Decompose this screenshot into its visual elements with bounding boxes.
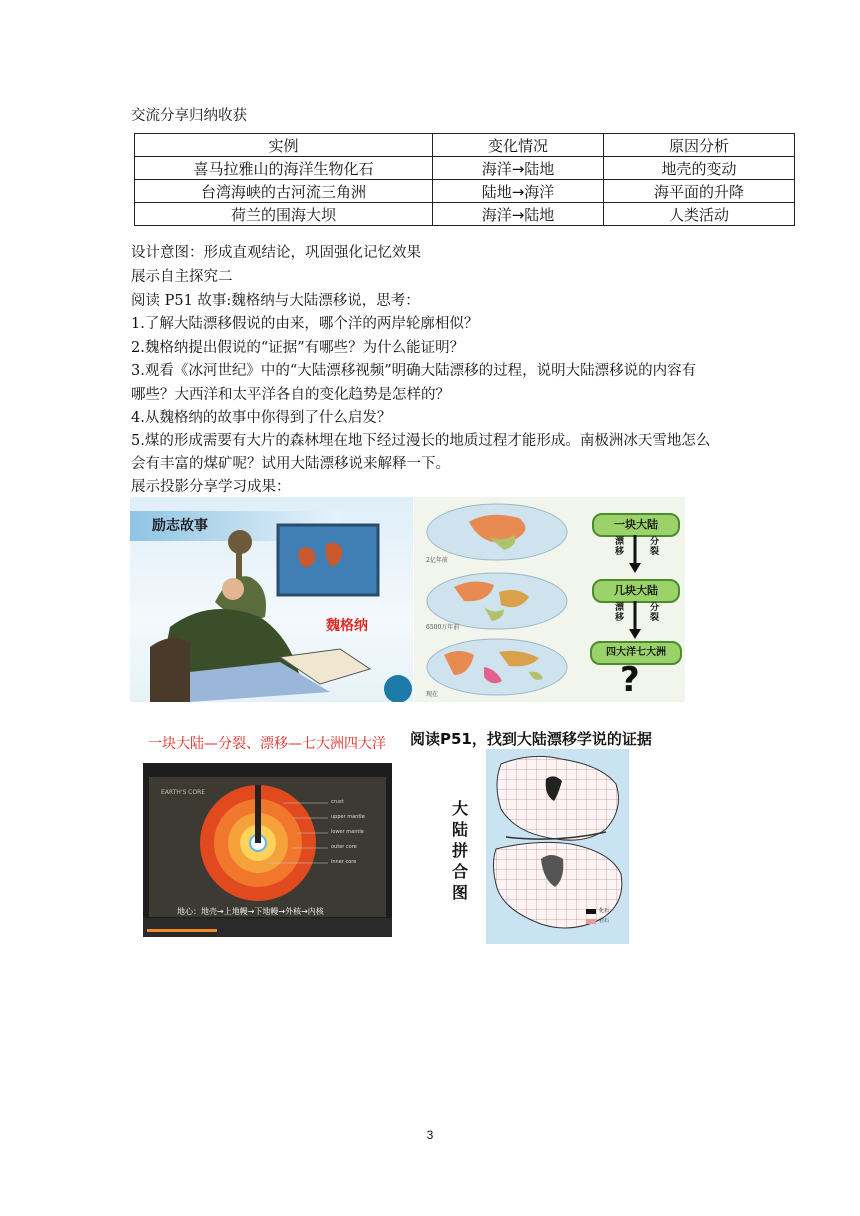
continental-drift-diagram [414,497,685,702]
arrow-label: 分裂 [650,537,660,557]
reading-prompt: 阅读 P51 故事:魏格纳与大陆漂移说，思考： [131,293,420,309]
caption-part: 一块大陆— [148,736,218,752]
banner-title: 励志故事 [152,518,208,534]
pangaea-map [486,749,629,944]
flow-step: 几块大陆 [592,579,680,603]
design-intent: 设计意图：形成直观结论，巩固强化记忆效果 [131,245,421,261]
arrow-label: 分裂 [650,603,660,623]
question-5: 5.煤的形成需要有大片的森林埋在地下经过漫长的地质过程才能形成。南极洲冰天雪地怎么 [131,433,711,449]
down-arrow-icon [628,535,642,575]
arrow-label: 漂移 [615,603,625,623]
flow-step: 一块大陆 [592,513,680,537]
side-label: 大陆拼合图 [452,799,469,902]
globe-label: 2亿年前 [426,557,448,564]
question-3: 3.观看《冰河世纪》中的“大陆漂移视频”明确大陆漂移的过程，说明大陆漂移说的内容有 [131,363,697,379]
table-row [135,157,795,180]
table-header-row [135,134,795,157]
caption-part: —七大洲四大洋 [288,736,386,752]
page-number: 3 [426,1128,434,1142]
section-heading: 交流分享归纳收获 [131,108,247,124]
layer-label: lower mantle [331,829,364,835]
table-row [135,180,795,203]
table-cell: 人类活动 [604,203,795,226]
table-cell: 海平面的升降 [604,180,795,203]
section-title: 展示自主探究二 [131,269,233,285]
table-header: 变化情况 [433,134,604,157]
layer-label: upper mantle [331,814,365,820]
flow-step: 四大洋七大洲 [590,641,682,665]
drift-caption [148,733,386,753]
question-1: 1.了解大陆漂移假说的由来，哪个洋的两岸轮廓相似？ [131,316,479,332]
layer-label: inner core [331,859,357,865]
question-5-cont: 会有丰富的煤矿呢？试用大陆漂移说来解释一下。 [131,456,450,472]
layer-label: outer core [331,844,357,850]
earth-core-video [143,763,392,937]
question-2: 2.魏格纳提出假说的“证据”有哪些？为什么能证明？ [131,340,465,356]
legend-label: 化石 [599,908,610,914]
table-cell: 海洋→陆地 [433,157,604,180]
table-cell: 海洋→陆地 [433,203,604,226]
question-mark: ? [620,660,640,700]
table-row [135,203,795,226]
supercontinent-map [486,749,629,944]
video-title: EARTH'S CORE [161,789,206,796]
table-header: 实例 [135,134,433,157]
caption-highlight: 分裂、漂移 [218,736,288,752]
table-cell: 台湾海峡的古河流三角洲 [135,180,433,203]
wegener-name: 魏格纳 [326,618,368,634]
table-cell: 陆地→海洋 [433,180,604,203]
share-results: 展示投影分享学习成果： [131,479,291,495]
wegener-illustration [130,497,413,702]
table-cell: 喜马拉雅山的海洋生物化石 [135,157,433,180]
question-4: 4.从魏格纳的故事中你得到了什么启发？ [131,410,392,426]
table-cell: 荷兰的围海大坝 [135,203,433,226]
wegener-story-image [130,497,413,702]
table-cell: 地壳的变动 [604,157,795,180]
table-header: 原因分析 [604,134,795,157]
arrow-label: 漂移 [615,537,625,557]
globe-label: 现在 [426,691,439,698]
summary-table [134,133,795,226]
video-subtitle: 地心：地壳→上地幔→下地幔→外核→内核 [177,907,324,916]
legend-label: 岩石 [599,918,610,924]
layer-label: crust [331,799,344,805]
evidence-title: 阅读P51，找到大陆漂移学说的证据 [410,730,652,748]
globe-label: 6500万年前 [426,624,460,631]
down-arrow-icon [628,601,642,641]
question-3-cont: 哪些？大西洋和太平洋各自的变化趋势是怎样的？ [131,387,450,403]
